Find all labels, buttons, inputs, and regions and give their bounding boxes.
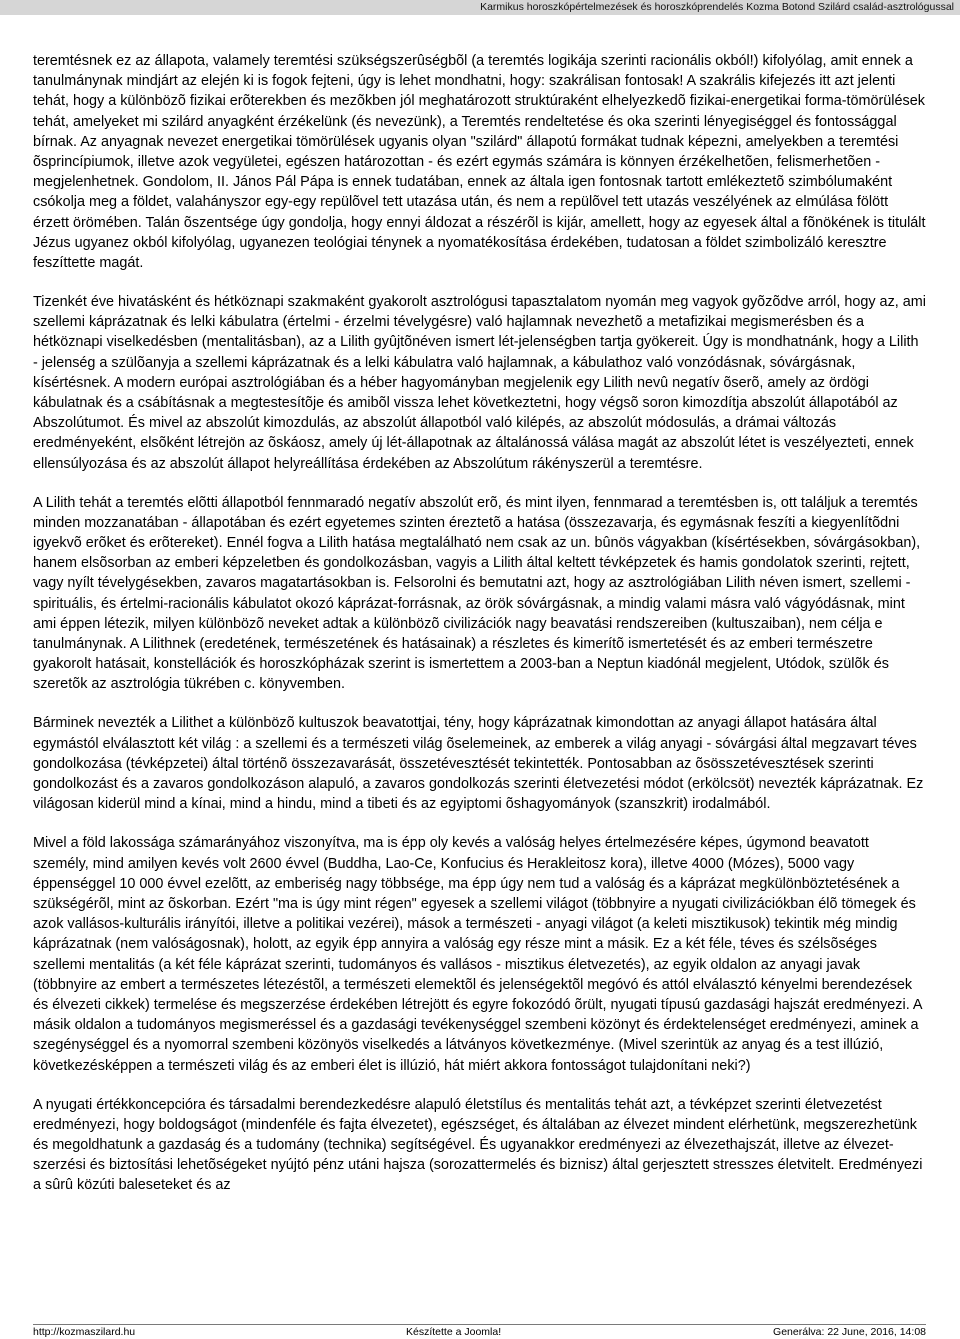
article-body xyxy=(33,51,926,1214)
page-footer xyxy=(33,1324,926,1339)
footer-url-link[interactable]: http://kozmaszilard.hu xyxy=(33,1326,136,1338)
footer-generated-date: Generálva: 22 June, 2016, 14:08 xyxy=(773,1326,926,1338)
paragraph: teremtésnek ez az állapota, valamely teremtési szükségszerûségbõl (a teremtés logikája szerinti racionális okból!) kifolyólag, amit ennek a tanulmánynak mindjárt az elején ki is fogok fejteni, úgy is lehet mondhatni, hogy: szakrálisan fontosak! A szakrális kifejezés itt azt jelenti tehát, hogy a különbözõ fizikai erõterekben és mezõkben jól meghatározott struktúraként elhelyezkedõ fizikai-energetikai forma-tömörülések tehát, amelyeket mi szilárd anyagként érzékelünk (és nevezünk), a Teremtés rendeltetése és oka szerinti lényegiséggel és fontossággal bírnak. Az anyagnak nevezet energetikai tömörülések ugyanis olyan "szilárd" állapotú formákat tudnak képezni, amelyekben a teremtési õsprincípiumok, illetve azok vegyületei, egészen határozottan - és ezért egymás számára is könnyen érzékelhetõen, felismerhetõen - megjelenhetnek. Gondolom, II. János Pál Pápa is ennek tudatában, ennek az általa igen fontosnak tartott emlékeztetõ szimbólumaként csókolja meg a földet, valahányszor egy-egy repülõvel tett utazása után, és nem a repülõvel tett utazás veszélyének az elmúlása fölött érzett örömében. Talán õszentsége úgy gondolja, hogy ennyi áldozat a részérõl is kijár, amellett, hogy az egyesek által a fõnökének is titulált Jézus ugyanez okból kifolyólag, ugyanezen teológiai ténynek a nyomatékosítása érdekében, tudatosan a földet szimbolizáló keresztre feszíttette magát. xyxy=(33,53,926,272)
site-title: Karmikus horoszkópértelmezések és horoszkóprendelés Kozma Botond Szilárd család-asztrológussal xyxy=(480,1,954,13)
paragraph: Bárminek nevezték a Lilithet a különbözõ kultuszok beavatottjai, tény, hogy káprázatnak kimondottan az anyagi állapot hatására által egymástól elválasztott két világ : a szellemi és a természeti világ õselemeinek, az emberek a világ anyagi - sóvárgási által megzavart téves gondolkozása (tévképzetei) által történõ összezavarását, összetévesztését tekintették. Pontosabban az õsösszetévesztések szerinti gondolkozást és a zavaros gondolkozáson alapuló, a zavaros gondolkozás szerinti életvezetési módot (erkölcsöt) nevezték káprázatnak. Ez világosan kiderül mind a kínai, mind a hindu, mind a tibeti és az egyiptomi õshagyományok (szanszkrit) irodalmából. xyxy=(33,715,924,813)
paragraph: A nyugati értékkoncepcióra és társadalmi berendezkedésre alapuló életstílus és mentalitás tehát azt, a tévképzet szerinti életvezetést eredményezi, hogy boldogságot (mindenféle és fajta élvezetet), egészséget, és általában az élvezet mindent elérhetünk, megszerezhetünk és megoldhatunk a gazdaság és a tudomány (technika) segítségével. És ugyanakkor eredményezi az élvezethajszát, illetve az élvezet-szerzési és biztosítási lehetõségeket nyújtó pénz utáni hajsza (sorozattermelés és biznisz) által gerjesztett stresszes életvitelt. Eredményezi a sûrû közúti baleseteket és az xyxy=(33,1096,923,1194)
footer-made-with: Készítette a Joomla! xyxy=(406,1326,502,1338)
header-bar xyxy=(0,0,960,15)
paragraph: A Lilith tehát a teremtés elõtti állapotból fennmaradó negatív abszolút erõ, és mint ilyen, fennmarad a teremtésben is, ott találjuk a teremtés minden mozzanatában - állapotában és ezért egyetemes szinten éreztetõ a hatása (összezavarja, és egymásnak feszíti a kiegyenlítõdni igyekvõ erõket és erõtereket). Ennél fogva a Lilith hatása megtalálható nem csak az un. bûnös vágyakban (kísértésekben, sóvárgásokban), hanem elsõsorban az emberi képzeletben és gondolkozásban, vagyis a Lilith által keltett tévképzetek és hamis gondolatok szerinti, rejtett, vagy nyílt tévelygésekben, zavaros magatartásokban is. Felsorolni és bemutatni azt, hogy az asztrológiában Lilith néven ismert, szellemi - spirituális, és értelmi-racionális kábulatot okozó káprázat-forrásnak, az örök sóvárgásnak, a mindig valami másra való vágyódásnak, mint ami éppen létezik, milyen különbözõ neveket adtak a különbözõ civilizációk nagy beavatási rendszereiben (kultuszaiban), nem célja e tanulmánynak. A Lilithnek (eredetének, természetének és hatásainak) a részletes és kimerítõ ismertetését és az emberi természetre gyakorolt hatásait, konstellációk és horoszkópházak szerint is ismertettem a 2003-ban a Neptun kiadónál megjelent, Utódok, szülõk és szeretõk az asztrológia tükrében c. könyvemben. xyxy=(33,494,921,693)
paragraph: Mivel a föld lakossága számarányához viszonyítva, ma is épp oly kevés a valóság helyes értelmezésére képes, úgymond beavatott személy, mind amilyen kevés volt 2600 évvel (Buddha, Lao-Ce, Konfucius és Herakleitosz kora), illetve 4000 (Mózes), 5000 vagy éppenséggel 10 000 évvel ezelõtt, az emberiség nagy többsége, ma épp úgy nem tud a valóság és a káprázat megkülönböztetésének a szükségérõl, mint az õskorban. Ezért "ma is úgy mint régen" egyesek a szellemi világot (többnyire a nyugati civilizációkban élõ tömegek és azok vallásos-kulturális irányítói, illetve a politikai vezérei), mások a természeti - anyagi világot (a keleti misztikusok) tekintik még mindig káprázatnak (nem valóságosnak), holott, az egyik épp annyira a valóság egy része mint a másik. Ez a két féle, téves és szélsõséges szellemi mentalitás (a két féle káprázat szerinti, tudományos és vallásos - misztikus életvezetés), az egyik oldalon az anyagi javak (többnyire az embert a természetes létezéstõl, a természeti elemektõl és jelenségektõl megóvó és attól elválasztó kényelmi berendezések és élvezeti cikkek) termelése és megszerzése érdekében létrejött és egyre fokozódó õrült, nyugati típusú gazdasági hajszát eredményezi. A másik oldalon a tudományos megismeréssel és a gazdasági tevékenységgel szembeni közönyt és érdektelenséget eredményezi, aminek a szegénységgel és a nyomorral szembeni közönyös viselkedés a látványos következménye. (Mivel szerintük az anyag és a test illúzió, következésképpen a természeti világ és az emberi élet is illúzió, hát miért akkora fontosságot tulajdonítani neki?) xyxy=(33,835,922,1074)
paragraph: Tizenkét éve hivatásként és hétköznapi szakmaként gyakorolt asztrológusi tapasztalatom nyomán meg vagyok gyõzõdve arról, hogy az, ami szellemi káprázatnak és lelki kábulatra (értelmi - érzelmi tévelygésre) való hajlamnak nevezhetõ a metafizikai megismerésben és a hétköznapi viselkedésben (mentalitásban), az a Lilith gyûjtõnéven ismert lét-jelenségben tartja gyökereit. Úgy is mondhatnánk, hogy a Lilith - jelenség a szülõanyja a szellemi káprázatnak és a lelki kábulatra való hajlamnak, a kábulathoz való vonzódásnak, sóvárgásnak, kísértésnek. A modern európai asztrológiában és a héber hagyományban megjelenik egy Lilith nevû negatív õserõ, amely az ördögi kábulatnak és a csábításnak a megtestesítõje és amibõl vissza lehet következtetni, hogy végsõ soron kimozdítja abszolút állapotából az Abszolútumot. És mivel az abszolút kimozdulás, az abszolút állapotból való kilépés, az abszolút módosulás, a drámai változás eredményeként, elsõként létrejön az õskáosz, amely új lét-állapotnak az általánossá válása magát az abszolút létet is veszélyezteti, ennek ellensúlyozása és az abszolút állapot helyreállítása érdekében az Abszolútum rákényszerül a teremtésre. xyxy=(33,294,926,472)
